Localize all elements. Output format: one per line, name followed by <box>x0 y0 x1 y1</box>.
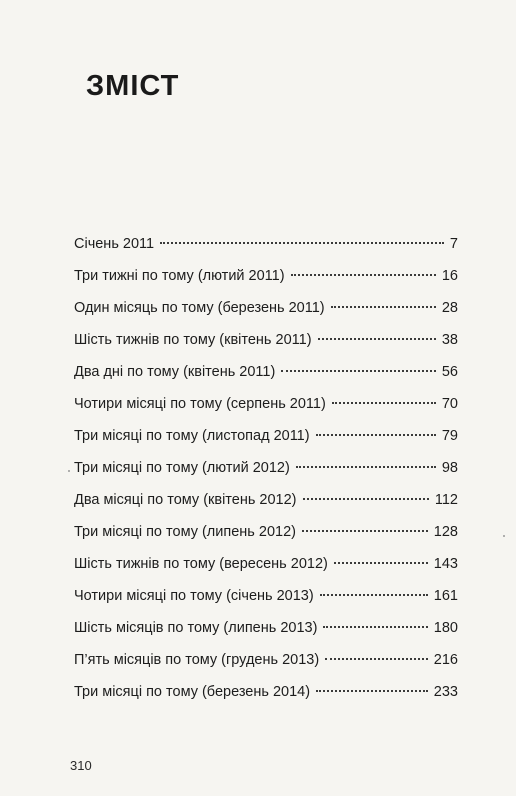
toc-entry-page: 98 <box>441 460 458 476</box>
dot-leader <box>160 242 444 244</box>
page-number: 310 <box>70 758 92 773</box>
toc-entry-title: Три місяці по тому (листопад 2011) <box>74 428 310 444</box>
toc-entry <box>74 588 458 620</box>
toc-entry-page: 28 <box>441 300 458 316</box>
toc-entry <box>74 396 458 428</box>
toc-entry <box>74 460 458 492</box>
dot-leader <box>318 338 436 340</box>
toc-entry-title: Шість місяців по тому (липень 2013) <box>74 620 318 636</box>
page-title: ЗМІСТ <box>86 70 180 102</box>
toc-entry-page: 79 <box>441 428 458 444</box>
toc-entry <box>74 236 458 268</box>
toc-entry-page: 233 <box>433 684 458 700</box>
dot-leader <box>316 690 428 692</box>
toc-entry <box>74 428 458 460</box>
toc-entry-title: Три місяці по тому (липень 2012) <box>74 524 296 540</box>
toc-entry-page: 216 <box>433 652 458 668</box>
toc-entry-title: Чотири місяці по тому (січень 2013) <box>74 588 314 604</box>
toc-entry-page: 161 <box>433 588 458 604</box>
toc-entry-page: 128 <box>433 524 458 540</box>
toc-entry-page: 7 <box>449 236 458 252</box>
toc-entry-title: Шість тижнів по тому (квітень 2011) <box>74 332 312 348</box>
toc-entry-page: 38 <box>441 332 458 348</box>
table-of-contents <box>74 236 458 716</box>
toc-entry <box>74 684 458 716</box>
toc-entry <box>74 620 458 652</box>
dot-leader <box>281 370 436 372</box>
dot-leader <box>325 658 428 660</box>
dot-leader <box>331 306 436 308</box>
toc-entry-page: 16 <box>441 268 458 284</box>
dot-leader <box>303 498 429 500</box>
toc-entry <box>74 652 458 684</box>
toc-entry-page: 112 <box>434 492 458 508</box>
dot-leader <box>334 562 428 564</box>
toc-entry-title: Два дні по тому (квітень 2011) <box>74 364 276 380</box>
paper-speck <box>503 535 505 537</box>
toc-entry-title: Два місяці по тому (квітень 2012) <box>74 492 297 508</box>
toc-entry-title: Три тижні по тому (лютий 2011) <box>74 268 285 284</box>
toc-entry-page: 143 <box>433 556 458 572</box>
toc-entry-title: Чотири місяці по тому (серпень 2011) <box>74 396 326 412</box>
paper-speck <box>68 470 70 472</box>
dot-leader <box>302 530 428 532</box>
dot-leader <box>320 594 428 596</box>
toc-entry <box>74 556 458 588</box>
toc-entry-page: 180 <box>433 620 458 636</box>
toc-entry <box>74 492 458 524</box>
dot-leader <box>296 466 436 468</box>
toc-entry-title: Січень 2011 <box>74 236 155 252</box>
toc-entry <box>74 268 458 300</box>
dot-leader <box>291 274 436 276</box>
toc-entry <box>74 524 458 556</box>
toc-entry-title: Три місяці по тому (лютий 2012) <box>74 460 290 476</box>
toc-entry <box>74 300 458 332</box>
toc-entry-page: 70 <box>441 396 458 412</box>
toc-entry-title: П’ять місяців по тому (грудень 2013) <box>74 652 320 668</box>
dot-leader <box>332 402 436 404</box>
toc-entry-title: Три місяці по тому (березень 2014) <box>74 684 311 700</box>
dot-leader <box>316 434 436 436</box>
toc-entry-title: Один місяць по тому (березень 2011) <box>74 300 325 316</box>
toc-entry-title: Шість тижнів по тому (вересень 2012) <box>74 556 328 572</box>
dot-leader <box>323 626 427 628</box>
toc-entry <box>74 364 458 396</box>
toc-entry <box>74 332 458 364</box>
toc-entry-page: 56 <box>441 364 458 380</box>
